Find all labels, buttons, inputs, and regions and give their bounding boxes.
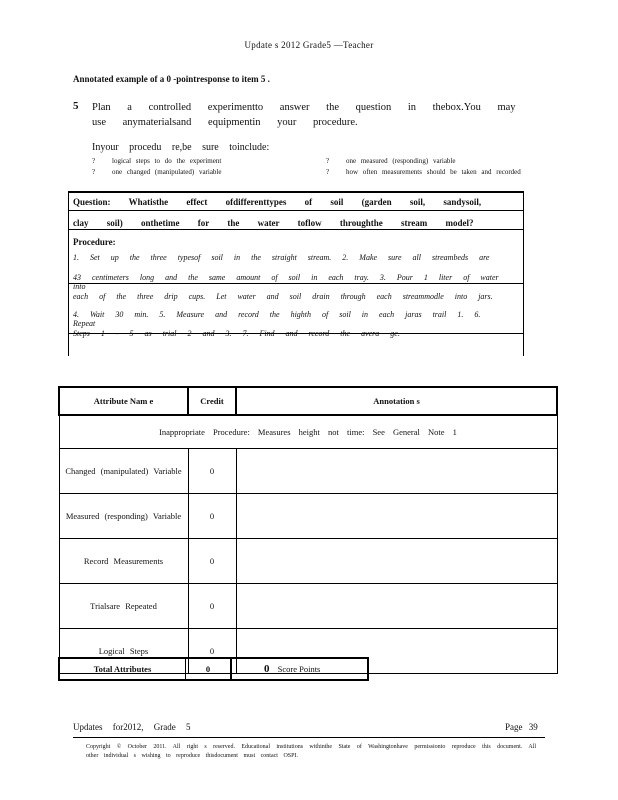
footer-left: Updates for2012, Grade 5: [73, 722, 191, 732]
page-header: Update s 2012 Grade5 —Teacher: [244, 40, 374, 50]
student-response-box: [68, 191, 524, 356]
procedure-line-1: 1. Set up the three typesof soil in the straight stream. 2. Make sure all streambeds are: [73, 253, 490, 262]
general-note-row: [59, 415, 557, 449]
procedure-label: Procedure:: [73, 237, 116, 247]
attribute-label: Trialsare Repeated: [59, 584, 188, 629]
footer-rule: [73, 737, 545, 738]
annotation-cell: [236, 449, 557, 494]
score-points: [234, 659, 364, 679]
box-right-border: [523, 191, 524, 356]
rule-2: [68, 229, 524, 230]
table-header-row: [59, 387, 557, 415]
credit-value: 0: [188, 449, 236, 494]
procedure-line-3: each of the three drip cups. Let water and soil drain through each streammodle into jars.: [73, 292, 493, 301]
annotation-cell: [236, 494, 557, 539]
box-top-border: [68, 191, 524, 193]
credit-value: 0: [188, 539, 236, 584]
question-text: Plan a controlled experimentto answer the question in thebox.You may use anymaterialsand equipmentin your procedure.: [92, 102, 516, 128]
credit-value: 0: [188, 584, 236, 629]
table-row: [59, 494, 557, 539]
response-question-line-2: clay soil) onthetime for the water toflow throughthe stream model?: [73, 218, 474, 228]
response-question-line-1: Question: Whatisthe effect ofdifferenttypes of soil (garden soil, sandysoil,: [73, 197, 482, 207]
header-credit: Credit: [188, 387, 236, 415]
rule-1: [68, 210, 524, 211]
bullet-right-2: ? how often measurements should be taken and recorded: [326, 168, 521, 176]
procedure-line-4: 4. Wait 30 min. 5. Measure and record the highth of soil in each jaras trail 1. 6. Repeat: [73, 310, 481, 328]
table-row: [59, 584, 557, 629]
annotation-cell: [236, 539, 557, 584]
score-label: Score Points: [277, 664, 321, 674]
general-note: Inappropriate Procedure: Measures height not time: See General Note 1: [59, 415, 557, 449]
procedure-line-5: Steps 1 - 5 as trial 2 and 3. 7. Find and record the avera ge.: [73, 329, 400, 338]
question-number: 5: [73, 100, 79, 112]
bullet-left-1: ? logical steps to do the experiment: [92, 157, 222, 165]
score-value: 0: [264, 663, 270, 675]
bullet-left-2: ? one changed (manipulated) variable: [92, 168, 222, 176]
credit-value: 0: [188, 629, 236, 674]
procedure-line-2: 43 centimeters long and the same amount of soil in each tray. 3. Pour 1 liter of water into: [73, 273, 499, 291]
scoring-table: [58, 386, 558, 674]
total-credit: 0: [186, 659, 232, 679]
header-attribute-name: Attribute Nam e: [59, 387, 188, 415]
bullet-mark: ?: [92, 157, 96, 165]
credit-value: 0: [188, 494, 236, 539]
table-row: [59, 449, 557, 494]
page-number: Page 39: [505, 722, 538, 732]
bullet-mark: ?: [92, 168, 96, 176]
attribute-label: Changed (manipulated) Variable: [59, 449, 188, 494]
total-row: [58, 657, 369, 681]
box-left-border: [68, 191, 69, 356]
copyright-notice: Copyright © October 2011. All right s reserved. Educational institutions withinthe State of Washingtonhave permissionto reproduce this document. All other individual s wishing to reproduce thisdocument must contact OSPI.: [86, 744, 536, 759]
header-annotations: Annotation s: [236, 387, 557, 415]
annotation-cell: [236, 584, 557, 629]
total-label: Total Attributes: [60, 659, 186, 679]
annotation-caption: Annotated example of a 0 -pointresponse to item 5 .: [73, 74, 270, 84]
table-row: [59, 539, 557, 584]
bullet-mark: ?: [326, 157, 330, 165]
bullet-right-1: ? one measured (responding) variable: [326, 157, 456, 165]
attribute-label: Measured (responding) Variable: [59, 494, 188, 539]
attribute-label: Logical Steps: [59, 629, 188, 674]
include-intro: Inyour procedu re,be sure toinclude:: [92, 142, 270, 153]
attribute-label: Record Measurements: [59, 539, 188, 584]
bullet-mark: ?: [326, 168, 330, 176]
